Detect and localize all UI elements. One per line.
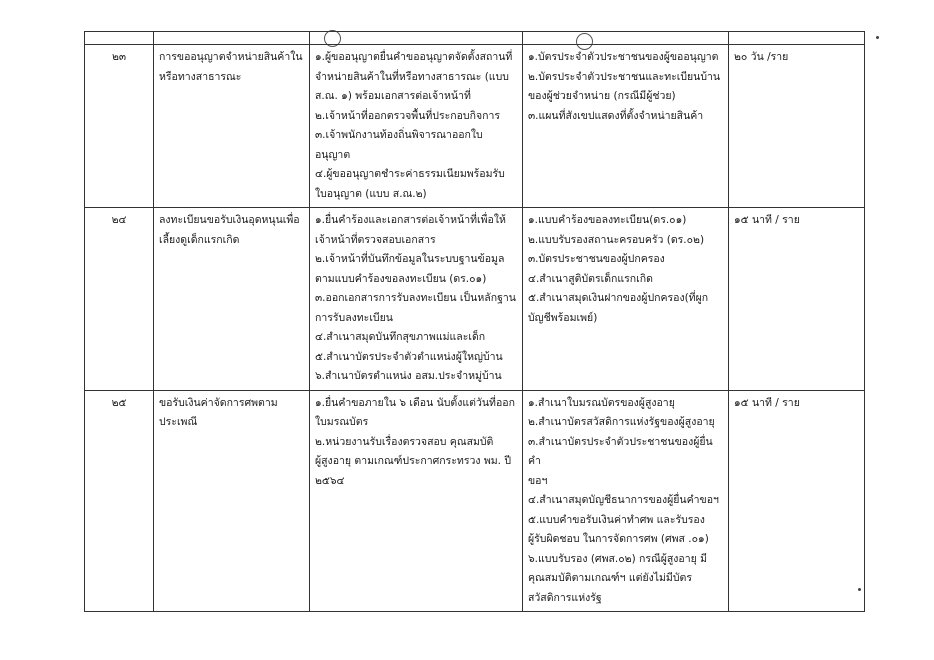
required-documents: ๑.สำเนาใบมรณบัตรของผู้สูงอายุ ๒.สำเนาบัตรสวัสดิการแห่งรัฐของผู้สูงอายุ ๓.สำเนาบัตรประจำตัวประชาชนของผู้ยื่นคำ ขอฯ ๔.สำเนาสมุดบัญชีธนาการของผู้ยื่นคำขอฯ ๕.แบบคำขอรับเงินค่าทำศพ และรับรอง ผู้รับผิดชอบ ในการจัดการศพ (ศพส .๐๑) ๖.แบบรับรอง (ศพส.๐๒) กรณีผู้สูงอายุ มี คุณสมบัติตามเกณฑ์ฯ แต่ยังไม่มีบัตร สวัสดิการแห่งรัฐ (523, 390, 729, 612)
procedure-steps: ๑.ยื่นคำร้องและเอกสารต่อเจ้าหน้าที่เพื่อให้ เจ้าหน้าที่ตรวจสอบเอกสาร ๒.เจ้าหน้าที่บันทึกข้อมูลในระบบฐานข้อมูล ตามแบบคำร้องขอลงทะเบียน (ดร.๐๑) ๓.ออกเอกสารการรับลงทะเบียน เป็นหลักฐาน การรับลงทะเบียน ๔.สำเนาสมุดบันทึกสุขภาพแม่และเด็ก ๕.สำเนาบัตรประจำตัวตำแหน่งผู้ใหญ่บ้าน ๖.สำเนาบัตรตำแหน่ง อสม.ประจำหมู่บ้าน (310, 208, 523, 391)
required-documents: ๑.บัตรประจำตัวประชาชนของผู้ขออนุญาต ๒.บัตรประจำตัวประชาชนและทะเบียนบ้าน ของผู้ช่วยจำหน่าย (กรณีมีผู้ช่วย) ๓.แผนที่สังเขปแสดงที่ตั้งจำหน่ายสินค้า (523, 45, 729, 208)
procedure-steps: ๑.ผู้ขออนุญาตยื่นคำขออนุญาตจัดตั้งสถานที่ จำหน่ายสินค้าในที่หรือทางสาธารณะ (แบบ ส.ณ. ๑) พร้อมเอกสารต่อเจ้าหน้าที่ ๒.เจ้าหน้าที่ออกตรวจพื้นที่ประกอบกิจการ ๓.เจ้าพนักงานท้องถิ่นพิจารณาออกใบอนุญาต ๔.ผู้ขออนุญาตชำระค่าธรรมเนียมพร้อมรับ ใบอนุญาต (แบบ ส.ณ.๒) (310, 45, 523, 208)
table-row (85, 208, 865, 391)
header-cell (729, 32, 865, 45)
service-table (84, 31, 864, 612)
service-name: การขออนุญาตจำหน่ายสินค้าใน หรือทางสาธารณะ (154, 45, 310, 208)
processing-time: ๑๕ นาที / ราย (729, 208, 865, 391)
header-cell (154, 32, 310, 45)
table-header-row (85, 32, 865, 45)
header-cell (310, 32, 523, 45)
header-cell (523, 32, 729, 45)
service-name: ขอรับเงินค่าจัดการศพตาม ประเพณี (154, 390, 310, 612)
table-row (85, 45, 865, 208)
scan-speck (876, 36, 879, 39)
row-number: ๒๕ (85, 390, 154, 612)
header-cell (85, 32, 154, 45)
procedure-steps: ๑.ยื่นคำขอภายใน ๖ เดือน นับตั้งแต่วันที่ออก ใบมรณบัตร ๒.หน่วยงานรับเรื่องตรวจสอบ คุณสมบัติ ผู้สูงอายุ ตามเกณฑ์ประกาศกระทรวง พม. ปี ๒๕๖๔ (310, 390, 523, 612)
processing-time: ๑๕ นาที / ราย (729, 390, 865, 612)
row-number: ๒๓ (85, 45, 154, 208)
processing-time: ๒๐ วัน /ราย (729, 45, 865, 208)
table-row (85, 390, 865, 612)
service-name: ลงทะเบียนขอรับเงินอุดหนุนเพื่อ เลี้ยงดูเด็กแรกเกิด (154, 208, 310, 391)
row-number: ๒๔ (85, 208, 154, 391)
required-documents: ๑.แบบคำร้องขอลงทะเบียน(ดร.๐๑) ๒.แบบรับรองสถานะครอบครัว (ดร.๐๒) ๓.บัตรประชาชนของผู้ปกครอง ๔.สำเนาสูติบัตรเด็กแรกเกิด ๕.สำเนาสมุดเงินฝากของผู้ปกครอง(ที่ผูก บัญชีพร้อมเพย์) (523, 208, 729, 391)
